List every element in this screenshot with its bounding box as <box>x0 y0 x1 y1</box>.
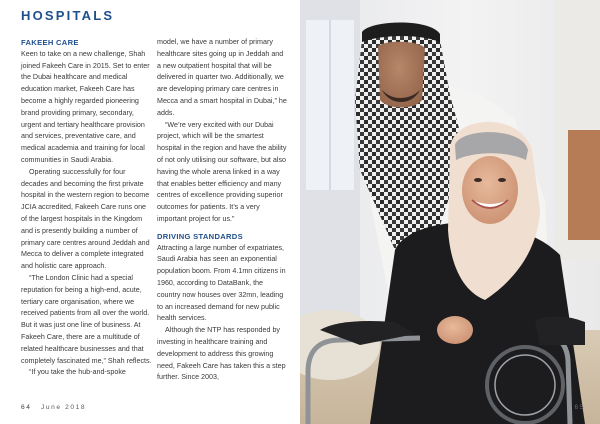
paragraph: Operating successfully for four decades and becoming the first private hospital in the western region to become JCIA accredited, Fakeeh Care runs one of the largest hospitals in the Kingdom and is presently building a number of primary care centres around Jeddah and Mecca to deliver a complete integrated and holistic care approach. <box>21 167 150 271</box>
subheading-fakeeh-care: FAKEEH CARE <box>21 38 79 47</box>
issue-date: June 2018 <box>40 404 87 411</box>
hospital-photo <box>300 0 600 424</box>
page-footer-left <box>21 404 86 411</box>
article-column-left <box>21 37 152 379</box>
page-number-left: 64 <box>21 404 32 411</box>
paragraph: “The London Clinic had a special reputation for being a high-end, acute, tertiary care organisation, where we received patients from all over the world. But it was just one line of business. At Fakeeh Care, there are a multitude of related healthcare businesses and that completely fascinated me,” Shah reflects. <box>21 273 152 365</box>
paragraph: Although the NTP has responded by investing in healthcare training and development to address this growing need, Fakeeh Care has taken this a step further. Since 2003, <box>157 326 286 382</box>
paragraph: “If you take the hub-and-spoke <box>29 368 126 377</box>
paragraph: Keen to take on a new challenge, Shah joined Fakeeh Care in 2015. Set to enter the Dubai healthcare and medical education market, Fakeeh Care has become a highly regarded pioneering brand providing primary, secondary, urgent and tertiary healthcare provision and services, preventative care, and medical academia and training for local communities in Saudi Arabia. <box>21 49 150 164</box>
article-column-right <box>157 37 288 384</box>
section-title: HOSPITALS <box>21 8 115 23</box>
subheading-driving-standards: DRIVING STANDARDS <box>157 231 243 241</box>
right-page <box>300 0 600 424</box>
paragraph: “We’re very excited with our Dubai project, which will be the smartest hospital in the region and have the ability of not only utilising our software, but also having the whole arena linked in a way that enables better efficiency and many centres of excellence providing superior outcomes for patients. It’s a very important project for us.” <box>157 120 287 223</box>
paragraph: Attracting a large number of expatriates, Saudi Arabia has seen an exponential population boom. From 4.1mn citizens in 1960, according to DataBank, the country now houses over 32mn, leading to an increased demand for new public health services. <box>157 243 286 323</box>
paragraph: model, we have a number of primary healthcare sites going up in Jeddah and a new outpatient hospital that will be delivered in quarter two. Additionally, we are developing primary care centres in Mecca and a smart hospital in Dubai,” he adds. <box>157 38 287 117</box>
page-number-right: 65 <box>574 404 585 411</box>
